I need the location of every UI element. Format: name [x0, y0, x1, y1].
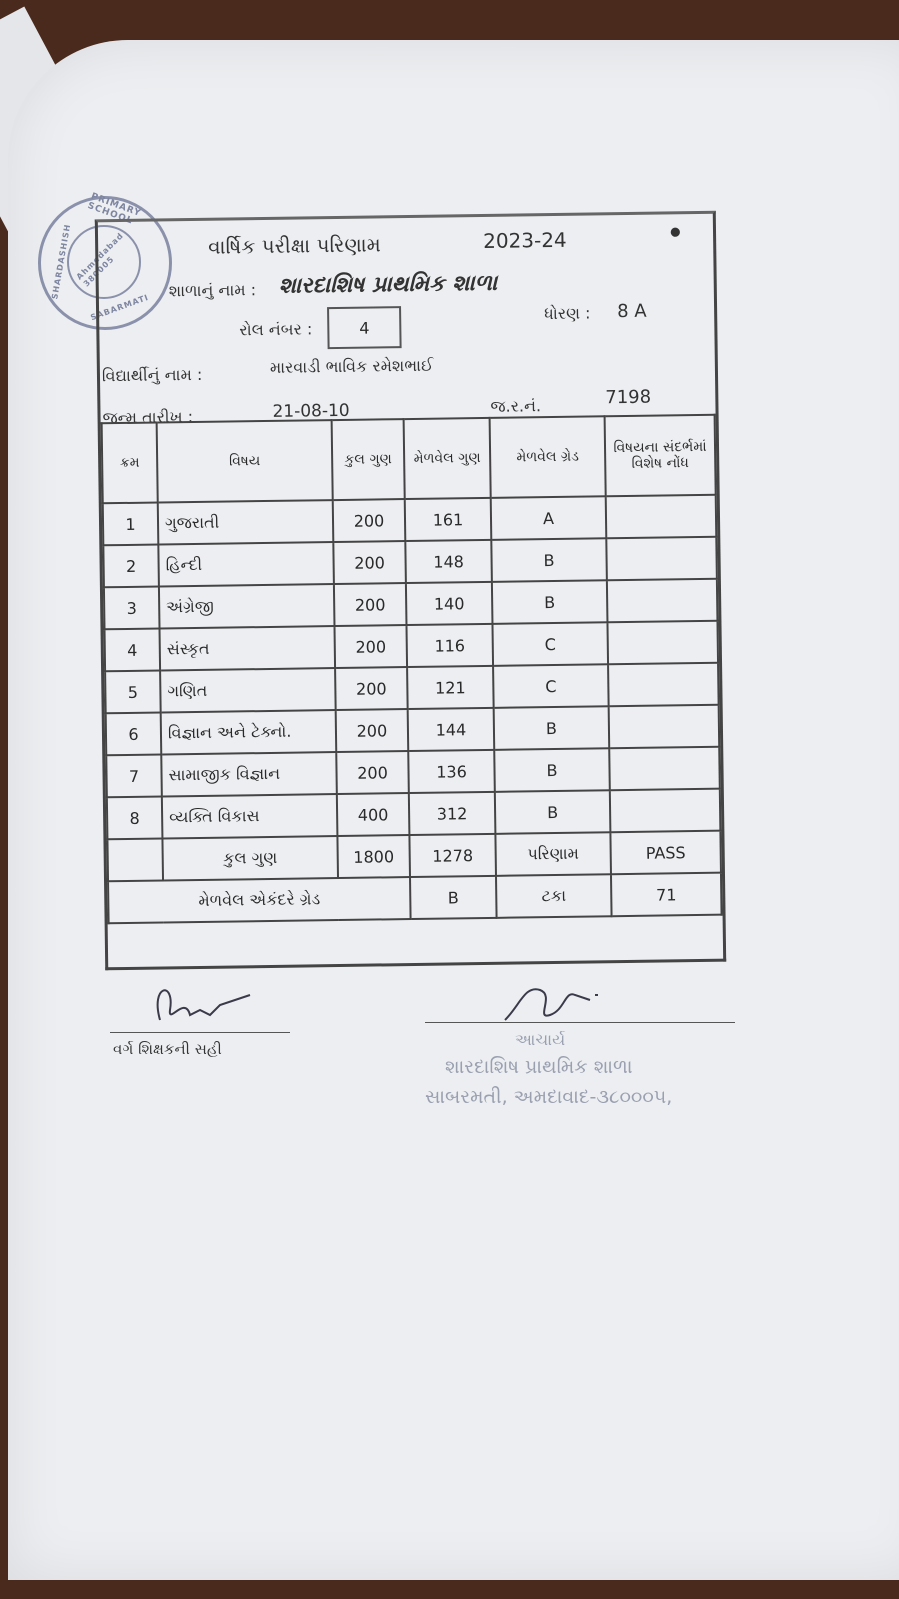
principal-title: આચાર્ય: [515, 1030, 566, 1049]
col-header-remarks: વિષયના સંદર્ભમાં વિશેષ નોંધ: [605, 415, 716, 497]
gr-value: 7198: [605, 386, 652, 409]
teacher-sign-label: વર્ગ શિક્ષકની સહી: [113, 1040, 222, 1058]
serial-cell: 6: [106, 712, 162, 755]
grade-cell: B: [491, 538, 607, 582]
col-header-grade: મેળવેલ ગ્રેડ: [490, 416, 606, 498]
max-marks-cell: 200: [333, 499, 406, 542]
remarks-cell: [608, 663, 719, 707]
result-value: PASS: [610, 831, 721, 875]
obtained-marks-cell: 161: [405, 498, 492, 541]
max-marks-cell: 200: [333, 541, 406, 584]
serial-cell: 5: [105, 671, 161, 714]
stamp-text-left: SHARDASHISH: [50, 223, 73, 300]
serial-cell: 8: [107, 796, 163, 839]
remarks-cell: [606, 495, 717, 539]
school-name: શારદાશિષ પ્રાથમિક શાળા: [278, 270, 498, 299]
dob-value: 21-08-10: [272, 400, 350, 422]
obtained-marks-cell: 116: [406, 624, 493, 667]
roll-number-box: [327, 306, 402, 349]
roll-number: 4: [359, 318, 370, 338]
obtained-marks-cell: 312: [409, 792, 496, 835]
subject-cell: અંગ્રેજી: [159, 584, 335, 628]
subject-cell: વ્યક્તિ વિકાસ: [162, 794, 338, 838]
serial-cell: 1: [103, 503, 159, 546]
result-sheet: [95, 211, 726, 971]
percent-value: 71: [611, 873, 722, 917]
total-obtained-marks: 1278: [409, 834, 496, 877]
overall-grade-value: B: [410, 876, 497, 919]
obtained-marks-cell: 136: [408, 750, 495, 793]
grade-cell: B: [494, 748, 610, 792]
principal-sign-line: [425, 1022, 735, 1023]
obtained-marks-cell: 148: [405, 540, 492, 583]
max-marks-cell: 200: [334, 625, 407, 668]
remarks-cell: [610, 789, 721, 833]
marks-table: [101, 414, 723, 925]
gr-label: જ.ર.નં.: [490, 396, 542, 416]
dob-label: જન્મ તારીખ :: [102, 407, 194, 428]
max-marks-cell: 200: [336, 751, 409, 794]
serial-cell: 7: [106, 754, 162, 797]
total-empty-cell: [107, 838, 163, 881]
stamp-text-inner: Ahmedabad 380005: [74, 230, 126, 289]
grade-cell: B: [495, 790, 611, 834]
subject-cell: સંસ્કૃત: [160, 626, 336, 670]
col-header-serial: ક્રમ: [102, 423, 158, 504]
student-name: મારવાડી ભાવિક રમેશભાઈ: [269, 355, 434, 377]
total-label: કુલ ગુણ: [162, 836, 338, 880]
grade-cell: C: [492, 622, 608, 666]
remarks-cell: [607, 621, 718, 665]
remarks-cell: [606, 537, 717, 581]
remarks-cell: [609, 747, 720, 791]
obtained-marks-cell: 144: [408, 708, 495, 751]
subject-cell: ગુજરાતી: [158, 500, 334, 544]
roll-label: રોલ નંબર :: [239, 319, 313, 340]
overall-grade-label: મેળવેલ એકંદરે ગ્રેડ: [108, 877, 411, 923]
col-header-subject: વિષય: [157, 420, 333, 502]
obtained-marks-cell: 140: [406, 582, 493, 625]
teacher-signature: [140, 975, 260, 1035]
serial-cell: 3: [104, 587, 160, 630]
grade-cell: B: [494, 706, 610, 750]
serial-cell: 4: [105, 629, 161, 672]
teacher-sign-line: [110, 1032, 290, 1033]
exam-title: વાર્ષિક પરીક્ષા પરિણામ: [208, 232, 381, 259]
school-stamp-line1: શારદાશિષ પ્રાથમિક શાળા: [445, 1056, 633, 1078]
result-label: પરિણામ: [495, 832, 611, 876]
dot-mark: ●: [669, 224, 681, 239]
subject-cell: વિજ્ઞાન અને ટેક્નો.: [161, 710, 337, 754]
subject-cell: ગણિત: [160, 668, 336, 712]
grade-cell: B: [492, 580, 608, 624]
standard-value: 8 A: [616, 300, 647, 323]
serial-cell: 2: [103, 545, 159, 588]
stamp-text-bottom: SABARMATI: [89, 292, 151, 323]
obtained-marks-cell: 121: [407, 666, 494, 709]
col-header-obtained-marks: મેળવેલ ગુણ: [404, 418, 491, 499]
student-name-label: વિદ્યાર્થીનું નામ :: [101, 364, 203, 386]
percent-label: ટકા: [496, 874, 612, 918]
stamp-text-top: PRIMARY SCHOOL: [86, 191, 143, 227]
grade-cell: C: [493, 664, 609, 708]
total-max-marks: 1800: [337, 835, 410, 878]
subject-cell: સામાજીક વિજ્ઞાન: [161, 752, 337, 796]
subject-cell: હિન્દી: [158, 542, 334, 586]
max-marks-cell: 200: [336, 709, 409, 752]
max-marks-cell: 400: [337, 793, 410, 836]
overall-row: [108, 873, 722, 924]
standard-label: ધોરણ :: [544, 303, 591, 324]
school-stamp-line2: સાબરમતી, અમદાવાદ-૩૮૦૦૦૫,: [425, 1086, 673, 1108]
max-marks-cell: 200: [334, 583, 407, 626]
academic-year: 2023-24: [482, 227, 567, 253]
max-marks-cell: 200: [335, 667, 408, 710]
table-header-row: [102, 415, 716, 504]
remarks-cell: [607, 579, 718, 623]
grade-cell: A: [491, 496, 607, 540]
remarks-cell: [609, 705, 720, 749]
school-label: શાળાનું નામ :: [168, 280, 257, 301]
principal-signature: [495, 975, 615, 1035]
col-header-max-marks: કુલ ગુણ: [332, 419, 405, 500]
